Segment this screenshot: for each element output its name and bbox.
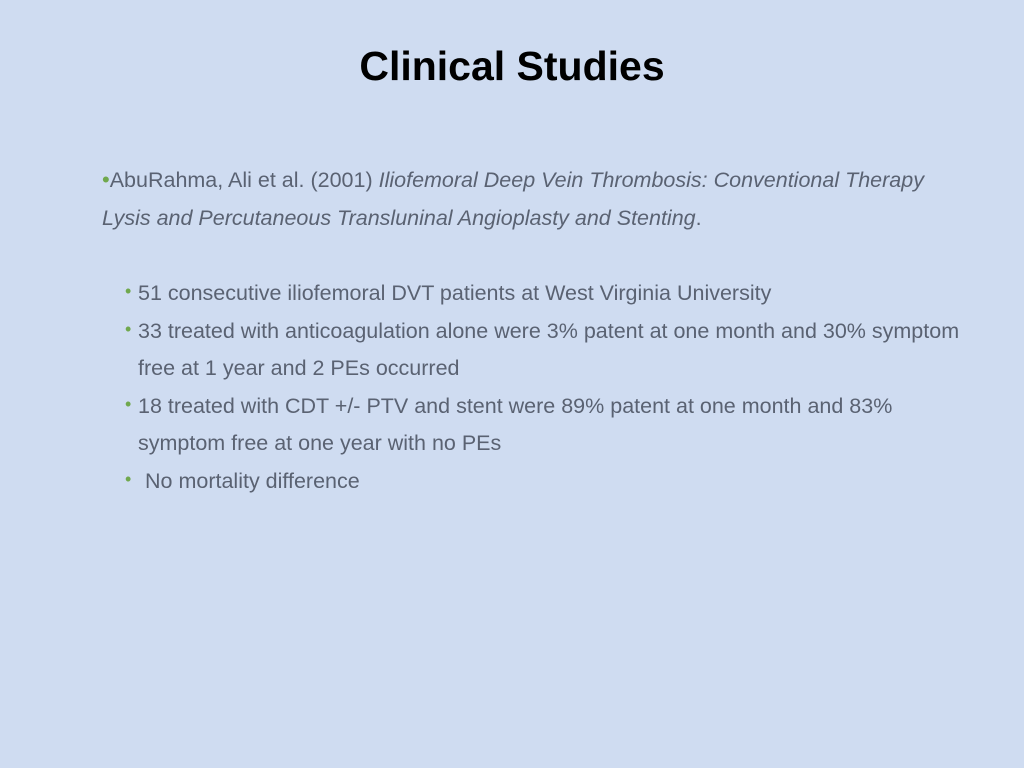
bullet-icon: • — [125, 393, 132, 414]
list-item — [125, 388, 962, 463]
citation-work-title: Iliofemoral Deep Vein Thrombosis: Conventional Therapy Lysis and Percutaneous Transluninal Angioplasty and Stenting — [102, 168, 924, 230]
list-item — [125, 275, 962, 313]
citation-trailing: . — [695, 205, 702, 230]
finding-text: No mortality difference — [145, 468, 360, 493]
list-item — [125, 313, 962, 388]
slide-body — [102, 161, 962, 500]
citation-authors: AbuRahma, Ali et al. (2001) — [109, 168, 379, 192]
finding-text: 33 treated with anticoagulation alone were 3% patent at one month and 30% symptom free at 1 year and 2 PEs occurred — [138, 318, 960, 380]
bullet-icon: • — [125, 318, 132, 339]
bullet-icon: • — [102, 167, 110, 192]
citation-paragraph — [102, 161, 962, 237]
findings-list — [102, 275, 962, 500]
bullet-icon: • — [125, 281, 132, 301]
bullet-icon: • — [125, 468, 132, 489]
finding-text: 51 consecutive iliofemoral DVT patients at West Virginia University — [138, 281, 772, 305]
list-item — [125, 463, 962, 501]
finding-text: 18 treated with CDT +/- PTV and stent were 89% patent at one month and 83% symptom free at one year with no PEs — [138, 393, 893, 455]
slide-title: Clinical Studies — [359, 43, 665, 89]
